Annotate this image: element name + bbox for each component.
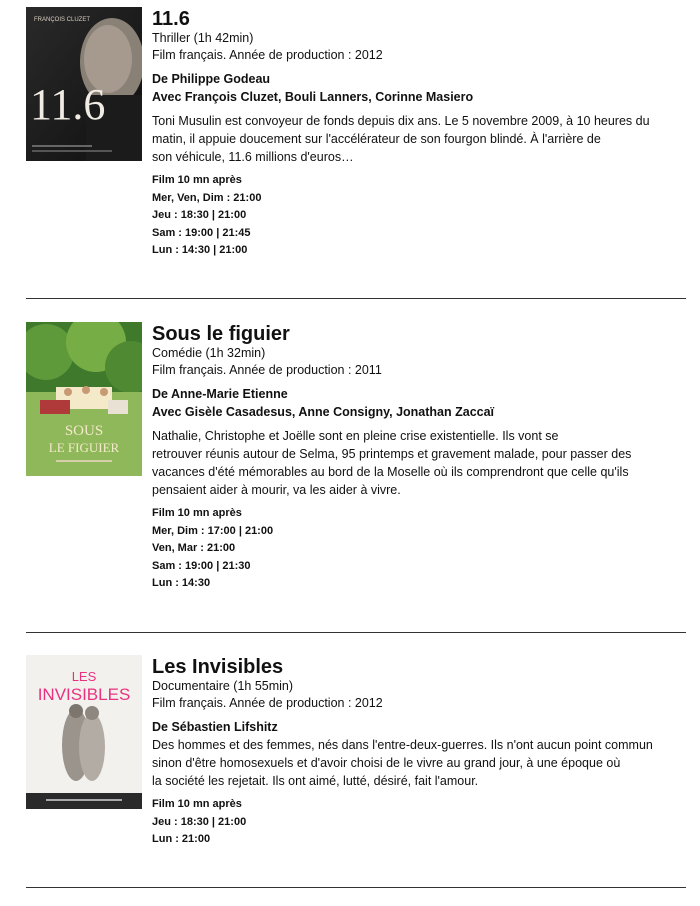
schedule-line: Lun : 14:30 [152, 577, 211, 589]
film-title[interactable]: Les Invisibles [152, 656, 284, 678]
schedule-line: Lun : 21:00 [152, 833, 211, 845]
film-synopsis-line: retrouver réunis autour de Selma, 95 printemps et gravement malade, pour passer des [152, 447, 632, 461]
separator [26, 887, 686, 888]
film-poster[interactable] [26, 655, 142, 809]
schedule-note: Film 10 mn après [152, 174, 242, 186]
schedule-line: Mer, Ven, Dim : 21:00 [152, 191, 262, 204]
poster-image-11-6 [26, 7, 142, 161]
film-production: Film français. Année de production : 2012 [152, 48, 383, 62]
film-cast: Avec François Cluzet, Bouli Lanners, Corinne Masiero [152, 90, 474, 104]
film-director: De Sébastien Lifshitz [152, 720, 278, 734]
schedule-line: Jeu : 18:30 | 21:00 [152, 815, 247, 828]
schedule-line: Lun : 14:30 | 21:00 [152, 244, 248, 256]
film-poster[interactable] [26, 7, 142, 161]
poster-title-text: SOUS [64, 423, 104, 439]
schedule-line: Sam : 19:00 | 21:30 [152, 559, 251, 572]
separator [26, 298, 686, 299]
film-synopsis-line: la société les rejetait. Ils ont aimé, lutté, désiré, fait l'amour. [152, 774, 479, 788]
film-synopsis-line: Toni Musulin est convoyeur de fonds depuis dix ans. Le 5 novembre 2009, à 10 heures du [152, 114, 650, 128]
film-genre: Thriller (1h 42min) [152, 31, 254, 45]
film-director: De Anne-Marie Etienne [152, 387, 288, 401]
schedule-line: Jeu : 18:30 | 21:00 [152, 209, 247, 221]
film-synopsis-line: vacances d'été mémorables au bord de la Moselle où ils comprendront que celle qu'ils [152, 465, 629, 479]
film-synopsis-line: sinon d'être homosexuels et d'avoir choisi de le vivre au grand jour, à une époque où [152, 756, 621, 770]
film-genre: Comédie (1h 32min) [152, 346, 266, 360]
film-director: De Philippe Godeau [152, 72, 271, 86]
poster-title-text: LES [71, 669, 97, 684]
schedule-note: Film 10 mn après [152, 798, 242, 810]
poster-title-text: INVISIBLES [37, 685, 131, 704]
schedule-line: Mer, Dim : 17:00 | 21:00 [152, 524, 274, 537]
film-cast: Avec Gisèle Casadesus, Anne Consigny, Jonathan Zaccaï [152, 405, 495, 419]
poster-image-sous-le-figuier [26, 322, 142, 476]
film-synopsis-line: Nathalie, Christophe et Joëlle sont en pleine crise existentielle. Ils vont se [152, 429, 559, 443]
poster-title-text: 11.6 [30, 80, 106, 129]
film-genre: Documentaire (1h 55min) [152, 679, 294, 693]
poster-image-les-invisibles [26, 655, 142, 809]
film-poster[interactable] [26, 322, 142, 476]
film-production: Film français. Année de production : 2012 [152, 696, 383, 710]
film-title[interactable]: Sous le figuier [152, 323, 290, 345]
separator [26, 632, 686, 633]
schedule-line: Sam : 19:00 | 21:45 [152, 226, 251, 239]
schedule-line: Ven, Mar : 21:00 [152, 542, 236, 554]
film-synopsis-line: matin, il appuie doucement sur l'accélérateur de son fourgon blindé. À l'arrière de [152, 132, 601, 146]
film-synopsis-line: son véhicule, 11.6 millions d'euros… [152, 150, 354, 164]
poster-actor-text: FRANÇOIS CLUZET [34, 17, 91, 23]
film-production: Film français. Année de production : 2011 [152, 363, 382, 377]
film-synopsis-line: pensaient aider à mourir, va les aider à vivre. [152, 483, 401, 497]
film-synopsis-line: Des hommes et des femmes, nés dans l'entre-deux-guerres. Ils n'ont aucun point commun [152, 738, 653, 752]
film-title[interactable]: 11.6 [152, 8, 190, 30]
schedule-note: Film 10 mn après [152, 507, 242, 519]
poster-title-text: LE FIGUIER [48, 440, 120, 455]
